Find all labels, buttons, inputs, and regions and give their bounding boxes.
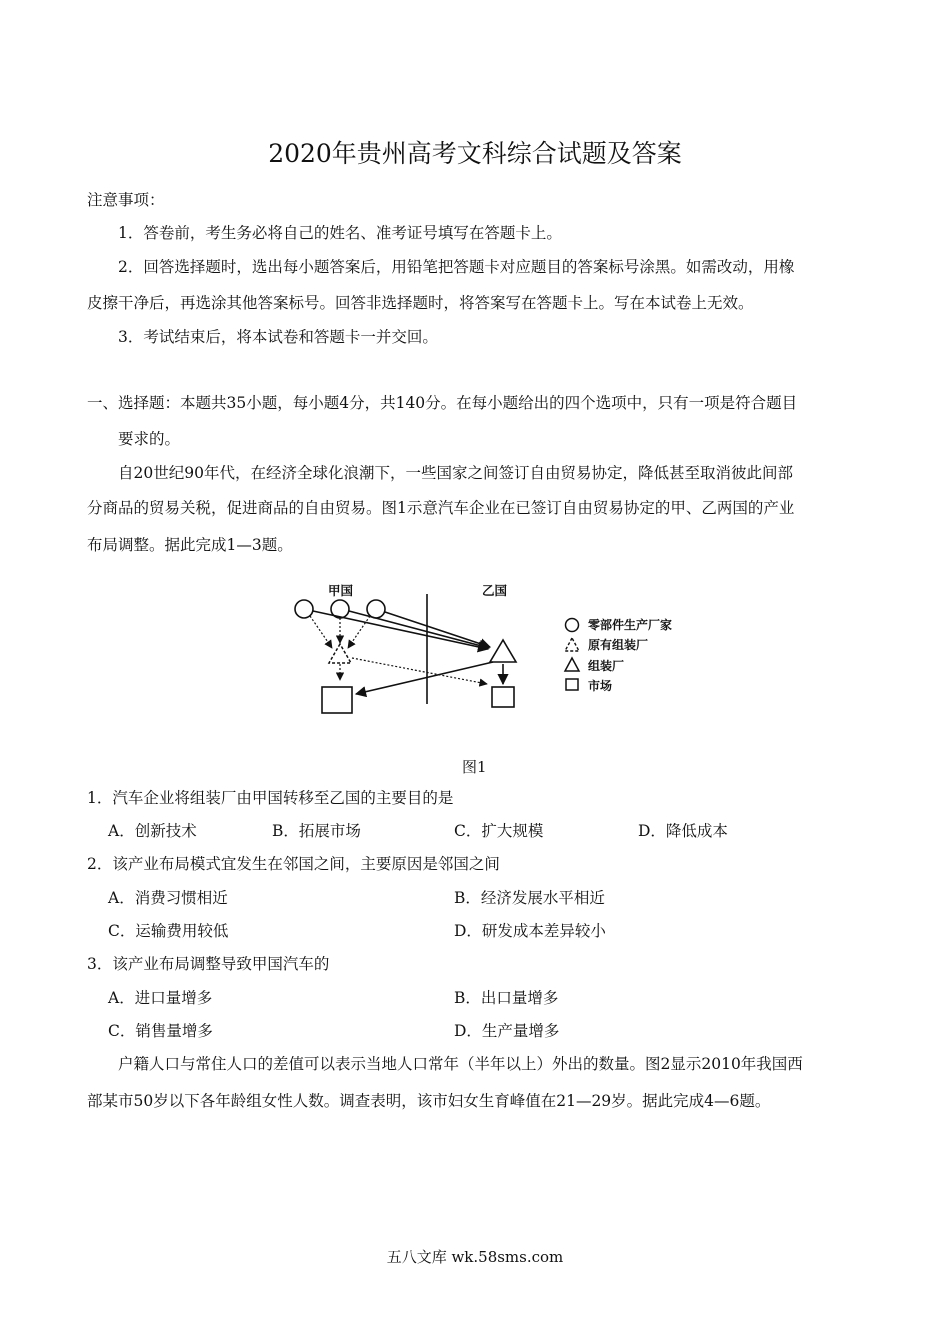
q1-option-b: B．拓展市场 (272, 822, 361, 840)
legend-parts-factory: 零部件生产厂家 (588, 618, 673, 632)
footer-watermark: 五八文库 wk.58sms.com (386, 1248, 564, 1266)
notes-item-1: 1．答卷前，考生务必将自己的姓名、准考证号填写在答题卡上。 (118, 224, 562, 242)
q2-option-b: B．经济发展水平相近 (454, 889, 605, 907)
q1-option-c: C．扩大规模 (454, 822, 544, 840)
new-assembly-plant (490, 640, 516, 662)
figure-1 (284, 576, 724, 730)
q2-option-d: D．研发成本差异较小 (454, 922, 606, 940)
figure-1-diagram (284, 576, 724, 726)
legend-market: 市场 (588, 679, 613, 693)
q3-option-d: D．生产量增多 (454, 1022, 560, 1040)
q2-option-a: A．消费习惯相近 (108, 889, 228, 907)
label-yi: 乙国 (482, 583, 508, 598)
legend-dashed-triangle-icon (565, 638, 579, 651)
notes-item-2a: 2．回答选择题时，选出每小题答案后，用铅笔把答题卡对应题目的答案标号涂黑。如需改动，用橡 (118, 258, 795, 276)
market-yi (492, 687, 514, 707)
q3-option-b: B．出口量增多 (454, 989, 559, 1007)
q1-option-a: A．创新技术 (108, 822, 197, 840)
q2-option-c: C．运输费用较低 (108, 922, 229, 940)
q3-option-c: C．销售量增多 (108, 1022, 213, 1040)
section-header-b: 要求的。 (118, 430, 181, 448)
legend-triangle-icon (565, 658, 579, 671)
q3-stem: 3．该产业布局调整导致甲国汽车的 (87, 955, 330, 973)
q1-option-d: D．降低成本 (638, 822, 728, 840)
legend-circle-icon (566, 619, 579, 632)
notes-item-3: 3．考试结束后，将本试卷和答题卡一并交回。 (118, 328, 438, 346)
passage1-line3: 布局调整。据此完成1—3题。 (87, 536, 293, 554)
parts-factory-3 (367, 600, 385, 618)
notes-heading: 注意事项： (87, 191, 165, 209)
legend-old-assembly: 原有组装厂 (588, 638, 649, 652)
page-title: 2020年贵州高考文科综合试题及答案 (268, 139, 682, 168)
parts-factory-1 (295, 600, 313, 618)
figure-1-caption: 图1 (462, 758, 487, 776)
old-assembly-plant (329, 644, 351, 663)
q1-stem: 1．汽车企业将组装厂由甲国转移至乙国的主要目的是 (87, 789, 454, 807)
q2-stem: 2．该产业布局模式宜发生在邻国之间，主要原因是邻国之间 (87, 855, 500, 873)
notes-item-2b: 皮擦干净后，再选涂其他答案标号。回答非选择题时，将答案写在答题卡上。写在本试卷上无效。 (87, 294, 754, 312)
legend-assembly: 组装厂 (588, 659, 625, 673)
legend-square-icon (566, 679, 578, 690)
market-jia (322, 687, 352, 713)
passage2-line1: 户籍人口与常住人口的差值可以表示当地人口常年（半年以上）外出的数量。图2显示2010年我国西 (118, 1055, 803, 1073)
section-header-a: 一、选择题：本题共35小题，每小题4分，共140分。在每小题给出的四个选项中，只有一项是符合题目 (87, 394, 798, 412)
passage1-line1: 自20世纪90年代，在经济全球化浪潮下，一些国家之间签订自由贸易协定，降低甚至取消彼此间部 (118, 464, 793, 482)
label-jia: 甲国 (328, 583, 354, 598)
passage1-line2: 分商品的贸易关税，促进商品的自由贸易。图1示意汽车企业在已签订自由贸易协定的甲、乙两国的产业 (87, 499, 795, 517)
q3-option-a: A．进口量增多 (108, 989, 213, 1007)
passage2-line2: 部某市50岁以下各年龄组女性人数。调查表明，该市妇女生育峰值在21—29岁。据此完成4—6题。 (87, 1092, 771, 1110)
